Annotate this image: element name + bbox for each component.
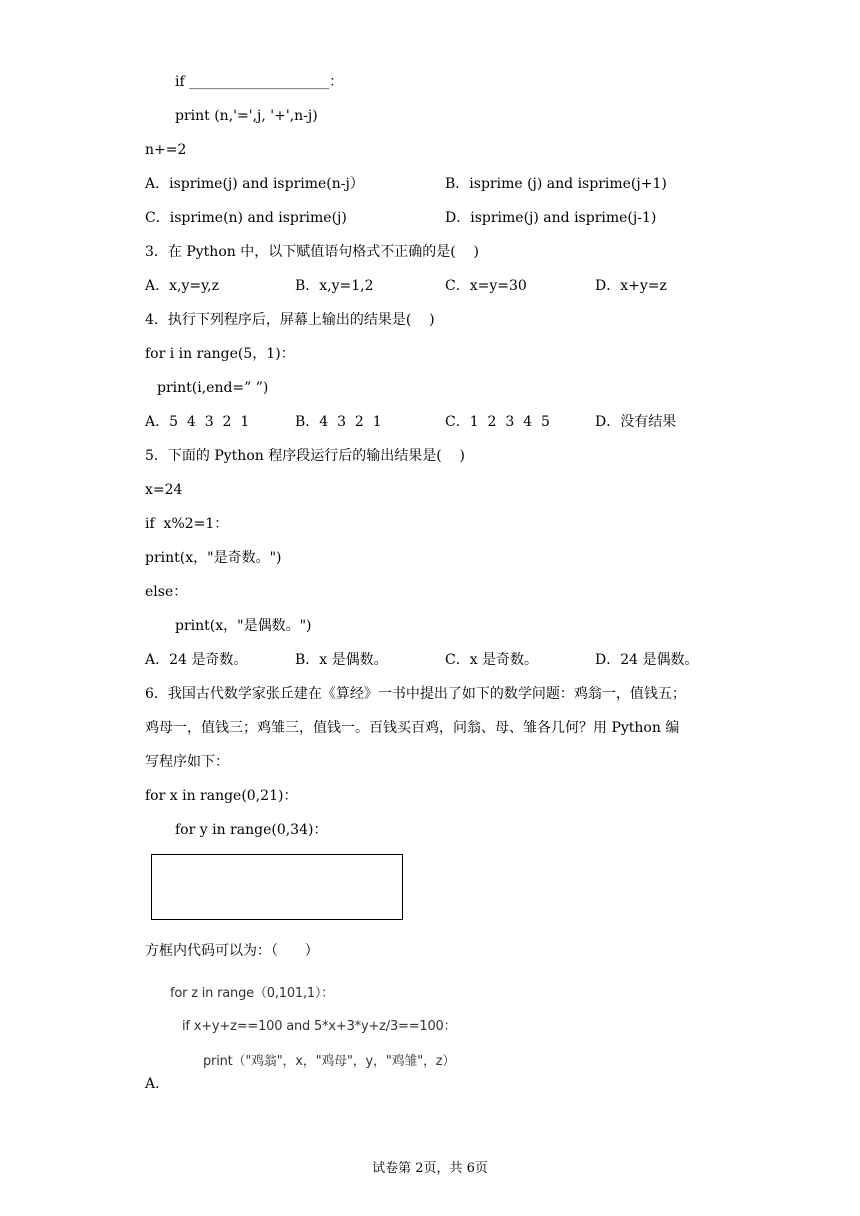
q6-stem-line-2: 鸡母一，值钱三；鸡雏三，值钱一。百钱买百鸡，问翁、母、雏各几何？用 Python 编	[145, 720, 680, 736]
q4-option-a: A．5 4 3 2 1	[145, 414, 250, 430]
q6-code-for-y: for y in range(0,34)：	[175, 822, 328, 838]
q6-option-a-label: A．	[145, 1076, 170, 1092]
q6-stem-line-3: 写程序如下：	[145, 754, 229, 770]
option-a-code-image	[165, 978, 495, 1078]
q5-option-b: B．x 是偶数。	[295, 652, 388, 668]
q4-code-for: for i in range(5，1)：	[145, 346, 295, 362]
q3-option-d: D．x+y=z	[595, 278, 667, 294]
code-line-if-blank: if ____________________：	[175, 74, 344, 90]
answer-code-box	[151, 854, 403, 920]
q6-code-for-x: for x in range(0,21)：	[145, 788, 298, 804]
q5-code-if: if x%2=1：	[145, 516, 229, 532]
q5-option-d: D．24 是偶数。	[595, 652, 699, 668]
q5-code-else: else：	[145, 584, 188, 600]
q4-stem: 4．执行下列程序后，屏幕上输出的结果是( )	[145, 312, 435, 328]
q6-stem-line-1: 6．我国古代数学家张丘建在《算经》一书中提出了如下的数学问题：鸡翁一，值钱五；	[145, 686, 686, 702]
q5-code-print-odd: print(x，"是奇数。")	[145, 550, 282, 566]
q2-option-a: A．isprime(j) and isprime(n-j）	[145, 176, 364, 192]
q5-code-assign: x=24	[145, 482, 183, 498]
q5-code-print-even: print(x，"是偶数。")	[175, 618, 312, 634]
q5-stem: 5．下面的 Python 程序段运行后的输出结果是( )	[145, 448, 465, 464]
q2-option-b: B．isprime (j) and isprime(j+1)	[445, 176, 667, 192]
code-line-print: print (n,'=',j, '+',n-j)	[175, 108, 318, 124]
option-a-code-line-1: for z in range（0,101,1）：	[170, 986, 335, 1001]
q3-option-b: B．x,y=1,2	[295, 278, 374, 294]
page-footer: 试卷第 2页，共 6页	[372, 1161, 488, 1176]
q2-option-c: C．isprime(n) and isprime(j)	[145, 210, 347, 226]
option-a-code-line-2: if x+y+z==100 and 5*x+3*y+z/3==100：	[182, 1019, 457, 1034]
q3-option-c: C．x=y=30	[445, 278, 527, 294]
q3-stem: 3．在 Python 中，以下赋值语句格式不正确的是( )	[145, 244, 479, 260]
q5-option-c: C．x 是奇数。	[445, 652, 539, 668]
q4-option-c: C．1 2 3 4 5	[445, 414, 550, 430]
option-a-code-line-3: print（"鸡翁"，x，"鸡母"，y，"鸡雏"，z）	[203, 1054, 456, 1069]
q4-option-d: D．没有结果	[595, 414, 677, 430]
q2-option-d: D．isprime(j) and isprime(j-1)	[445, 210, 657, 226]
q3-option-a: A．x,y=y,z	[145, 278, 219, 294]
code-line-increment: n+=2	[145, 142, 187, 158]
q4-code-print: print(i,end=” ”)	[157, 380, 269, 396]
q5-option-a: A．24 是奇数。	[145, 652, 248, 668]
q6-box-question: 方框内代码可以为：（ ）	[145, 943, 319, 959]
q4-option-b: B．4 3 2 1	[295, 414, 382, 430]
